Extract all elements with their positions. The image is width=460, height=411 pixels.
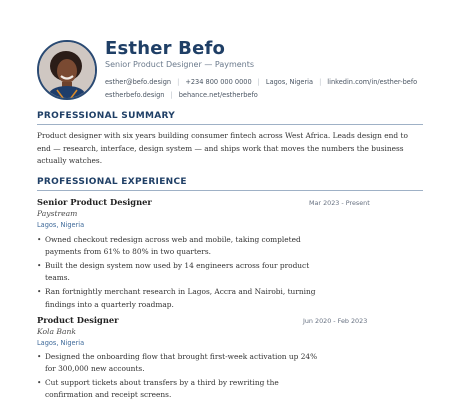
job-dates: Mar 2023 - Present — [309, 199, 370, 207]
avatar — [37, 40, 97, 100]
job-bullets — [37, 351, 327, 403]
job-title: Senior Product Designer — [37, 197, 152, 207]
candidate-headline: Senior Product Designer — Payments — [105, 60, 255, 69]
list-item: • Ran fortnightly merchant research in Lagos, Accra and Nairobi, turning findings into a quarterly roadmap. — [37, 286, 317, 311]
contact-location: Lagos, Nigeria — [265, 78, 314, 86]
job-company: Paystream — [37, 209, 78, 218]
section-title-experience: PROFESSIONAL EXPERIENCE — [37, 177, 187, 187]
contact-email[interactable]: esther@befo.design — [105, 78, 172, 86]
list-item: • Designed the onboarding flow that brought first-week activation up 24% for 300,000 new accounts. — [37, 351, 327, 376]
list-item: • Owned checkout redesign across web and mobile, taking completed payments from 61% to 80% in two quarters. — [37, 234, 317, 259]
job-location: Lagos, Nigeria — [37, 221, 85, 229]
profile-photo — [39, 42, 95, 98]
contact-behance[interactable]: behance.net/estherbefo — [178, 91, 258, 99]
job-location: Lagos, Nigeria — [37, 339, 85, 347]
contact-list: esther@befo.design | +234 800 000 0000 | Lagos, Nigeria | linkedin.com/in/esther-befo estherbefo.design | behance.net/estherbefo — [105, 78, 418, 99]
job-dates: Jun 2020 - Feb 2023 — [303, 317, 368, 325]
list-item: • Built the design system now used by 14 engineers across four product teams. — [37, 260, 317, 285]
summary-text: Product designer with six years building consumer fintech across West Africa. Leads design end to end — research, interface, design system — and ships work that moves the numbers the business actually watches. — [37, 131, 408, 165]
job-title: Product Designer — [37, 315, 119, 325]
list-item: • Cut support tickets about transfers by a third by rewriting the confirmation and receipt screens. — [37, 377, 327, 402]
contact-phone[interactable]: +234 800 000 0000 — [185, 78, 252, 86]
section-title-summary: PROFESSIONAL SUMMARY — [37, 111, 176, 121]
candidate-name: Esther Befo — [105, 38, 226, 59]
job-bullets — [37, 234, 317, 313]
section-divider — [37, 190, 423, 191]
job-company: Kola Bank — [37, 327, 77, 336]
contact-linkedin[interactable]: linkedin.com/in/esther-befo — [327, 78, 418, 86]
contact-website[interactable]: estherbefo.design — [105, 91, 165, 99]
section-divider — [37, 124, 423, 125]
